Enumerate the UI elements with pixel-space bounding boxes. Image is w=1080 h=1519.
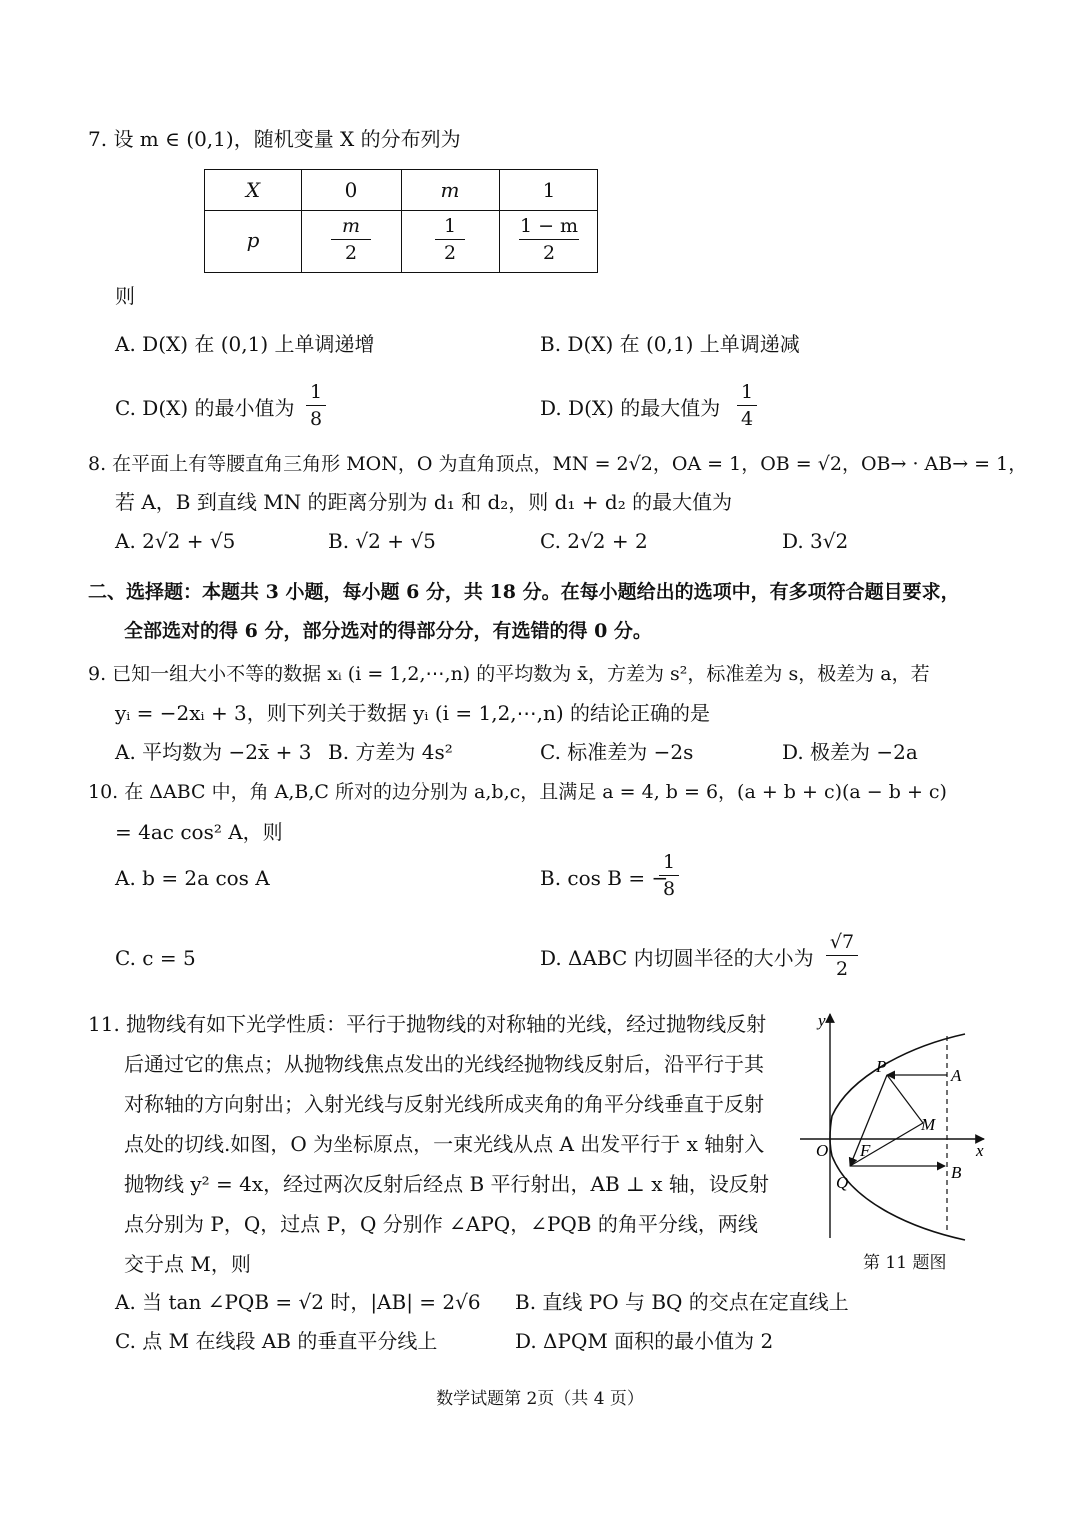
table-value-0: 0 xyxy=(344,178,358,202)
q8-line-1: 8. 在平面上有等腰直角三角形 MON，O 为直角顶点，MN = 2√2，OA = 1，OB = √2，OB→ · AB→ = 1， xyxy=(88,453,1028,475)
q7-option-c: C. D(X) 的最小值为 xyxy=(115,396,295,420)
parabola-curve xyxy=(830,1034,965,1240)
line-p-to-m xyxy=(887,1075,923,1123)
q11-line-1: 11. 抛物线有如下光学性质：平行于抛物线的对称轴的光线，经过抛物线反射 xyxy=(88,1012,767,1036)
q7-then: 则 xyxy=(115,284,135,308)
q7-option-d: D. D(X) 的最大值为 xyxy=(540,396,721,420)
table-header-x: X xyxy=(245,178,261,202)
figure-label-x: x xyxy=(976,1141,984,1160)
figure-label-b: B xyxy=(951,1163,962,1182)
q7-option-a: A. D(X) 在 (0,1) 上单调递增 xyxy=(115,332,375,356)
q11-line-3: 对称轴的方向射出；入射光线与反射光线所成夹角的角平分线垂直于反射 xyxy=(124,1092,764,1116)
q10-option-b: B. cos B = − xyxy=(540,866,669,890)
q10-option-d-fraction: √7 2 xyxy=(826,930,858,981)
figure-label-o: O xyxy=(816,1141,829,1160)
q9-option-b: B. 方差为 4s² xyxy=(328,740,453,764)
figure-label-p: P xyxy=(876,1057,887,1076)
q9-option-d: D. 极差为 −2a xyxy=(782,740,918,764)
prob-fraction-3: 1 − m 2 xyxy=(519,215,579,264)
q11-option-d: D. ΔPQM 面积的最小值为 2 xyxy=(515,1329,774,1353)
q11-line-2: 后通过它的焦点；从抛物线焦点发出的光线经抛物线反射后，沿平行于其 xyxy=(124,1052,764,1076)
figure-caption: 第 11 题图 xyxy=(863,1253,947,1273)
q7-option-b: B. D(X) 在 (0,1) 上单调递减 xyxy=(540,332,800,356)
section-2-heading-line-2: 全部选对的得 6 分，部分选对的得部分分，有选错的得 0 分。 xyxy=(124,620,652,642)
q11-option-a: A. 当 tan ∠PQB = √2 时，|AB| = 2√6 xyxy=(115,1290,481,1314)
q9-option-a: A. 平均数为 −2x̄ + 3 xyxy=(115,740,312,764)
figure-label-f: F xyxy=(860,1141,871,1160)
section-2-heading-line-1: 二、选择题：本题共 3 小题，每小题 6 分，共 18 分。在每小题给出的选项中，有多项符合题目要求， xyxy=(88,581,960,603)
q8-option-b: B. √2 + √5 xyxy=(328,529,436,553)
q10-option-a: A. b = 2a cos A xyxy=(115,866,270,890)
table-value-1: 1 xyxy=(542,178,556,202)
figure-label-y: y xyxy=(818,1011,826,1030)
q11-line-6: 点分别为 P，Q，过点 P，Q 分别作 ∠APQ，∠PQB 的角平分线，两线 xyxy=(124,1212,758,1236)
q10-line-1: 10. 在 ΔABC 中，角 A,B,C 所对的边分别为 a,b,c，且满足 a = 4, b = 6，(a + b + c)(a − b + c) xyxy=(88,781,947,803)
distribution-table xyxy=(204,169,598,273)
page-footer: 数学试题第 2页（共 4 页） xyxy=(436,1389,644,1409)
q11-line-4: 点处的切线.如图，O 为坐标原点，一束光线从点 A 出发平行于 x 轴射入 xyxy=(124,1132,765,1156)
q7-option-d-fraction: 1 4 xyxy=(737,380,757,431)
q11-option-c: C. 点 M 在线段 AB 的垂直平分线上 xyxy=(115,1329,438,1353)
q11-line-7: 交于点 M，则 xyxy=(124,1252,251,1276)
table-value-m: m xyxy=(440,178,460,202)
table-header-p: p xyxy=(246,228,260,252)
figure-label-q: Q xyxy=(836,1173,849,1192)
prob-fraction-2: 1 2 xyxy=(435,214,465,265)
q7-option-c-fraction: 1 8 xyxy=(306,380,326,431)
figure-label-m: M xyxy=(921,1115,936,1134)
prob-fraction-1: m 2 xyxy=(331,214,371,265)
q9-line-1: 9. 已知一组大小不等的数据 xᵢ (i = 1,2,⋯,n) 的平均数为 x̄，方差为 s²，标准差为 s，极差为 a，若 xyxy=(88,663,930,685)
q8-option-d: D. 3√2 xyxy=(782,529,849,553)
q7-stem: 7. 设 m ∈ (0,1)，随机变量 X 的分布列为 xyxy=(88,127,461,151)
q10-option-c: C. c = 5 xyxy=(115,946,196,970)
parabola-figure xyxy=(790,1006,990,1246)
q9-line-2: yᵢ = −2xᵢ + 3，则下列关于数据 yᵢ (i = 1,2,⋯,n) 的结论正确的是 xyxy=(115,701,711,725)
q11-line-5: 抛物线 y² = 4x，经过两次反射后经点 B 平行射出，AB ⊥ x 轴，设反射 xyxy=(124,1172,769,1196)
q8-line-2: 若 A，B 到直线 MN 的距离分别为 d₁ 和 d₂，则 d₁ + d₂ 的最大值为 xyxy=(115,490,733,514)
figure-label-a: A xyxy=(951,1066,962,1085)
q8-option-c: C. 2√2 + 2 xyxy=(540,529,648,553)
q11-option-b: B. 直线 PO 与 BQ 的交点在定直线上 xyxy=(515,1290,849,1314)
q10-line-2: = 4ac cos² A，则 xyxy=(115,820,283,844)
q10-option-b-fraction: 1 8 xyxy=(659,850,679,901)
q9-option-c: C. 标准差为 −2s xyxy=(540,740,694,764)
q8-option-a: A. 2√2 + √5 xyxy=(115,529,236,553)
q10-option-d: D. ΔABC 内切圆半径的大小为 xyxy=(540,946,814,970)
